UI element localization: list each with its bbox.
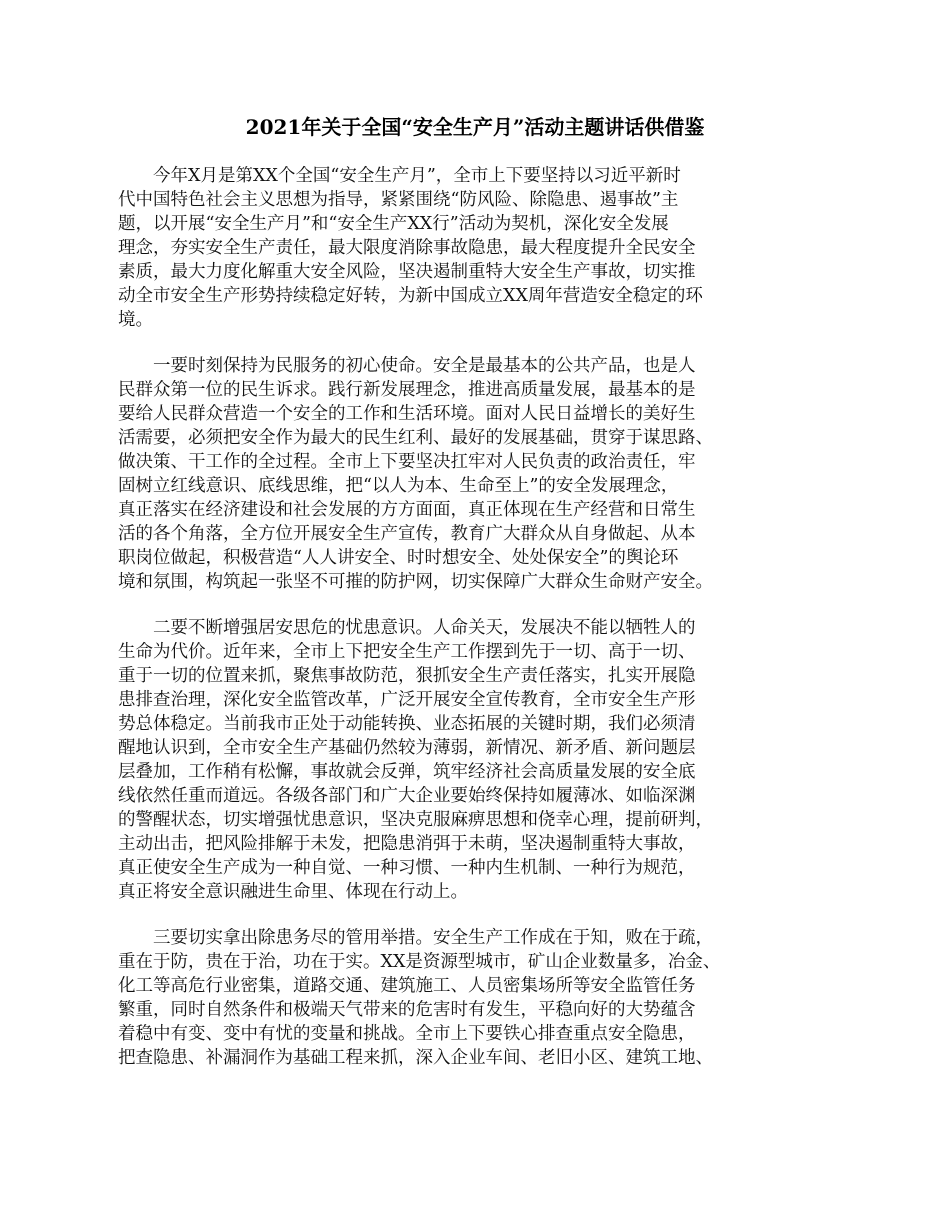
paragraph-line: 理念，夯实安全生产责任，最大限度消除事故隐患，最大程度提升全民安全	[118, 238, 696, 258]
document-body	[118, 164, 858, 1092]
body-paragraph	[118, 616, 858, 904]
paragraph-line: 要给人民群众营造一个安全的工作和生活环境。面对人民日益增长的美好生	[118, 404, 696, 424]
paragraph-line: 三要切实拿出除患务尽的管用举措。安全生产工作成在于知，败在于疏，	[118, 928, 713, 948]
paragraph-line: 重在于防，贵在于治，功在于实。XX是资源型城市，矿山企业数量多，冶金、	[118, 952, 721, 972]
paragraph-line: 动全市安全生产形势持续稳定好转，为新中国成立XX周年营造安全稳定的环	[118, 286, 703, 306]
paragraph-line: 主动出击，把风险排解于未发，把隐患消弭于未萌，坚决遏制重特大事故，	[118, 834, 696, 854]
paragraph-line: 境和氛围，构筑起一张坚不可摧的防护网，切实保障广大群众生命财产安全。	[118, 572, 713, 592]
paragraph-line: 层叠加，工作稍有松懈，事故就会反弹，筑牢经济社会高质量发展的安全底	[118, 762, 696, 782]
paragraph-line: 患排查治理，深化安全监管改革，广泛开展安全宣传教育，全市安全生产形	[118, 690, 696, 710]
paragraph-line: 线依然任重而道远。各级各部门和广大企业要始终保持如履薄冰、如临深渊	[118, 786, 696, 806]
paragraph-line: 把查隐患、补漏洞作为基础工程来抓，深入企业车间、老旧小区、建筑工地、	[118, 1048, 713, 1068]
paragraph-line: 境。	[118, 310, 153, 330]
paragraph-line: 生命为代价。近年来，全市上下把安全生产工作摆到先于一切、高于一切、	[118, 642, 696, 662]
paragraph-line: 做决策、干工作的全过程。全市上下要坚决扛牢对人民负责的政治责任，牢	[118, 452, 696, 472]
paragraph-line: 重于一切的位置来抓，聚焦事故防范，狠抓安全生产责任落实，扎实开展隐	[118, 666, 696, 686]
paragraph-line: 活需要，必须把安全作为最大的民生红利、最好的发展基础，贯穿于谋思路、	[118, 428, 713, 448]
paragraph-line: 题，以开展“安全生产月”和“安全生产XX行”活动为契机，深化安全发展	[118, 214, 669, 234]
body-paragraph	[118, 164, 858, 332]
paragraph-line: 真正将安全意识融进生命里、体现在行动上。	[118, 882, 468, 902]
paragraph-line: 活的各个角落，全方位开展安全生产宣传，教育广大群众从自身做起、从本	[118, 524, 696, 544]
paragraph-line: 势总体稳定。当前我市正处于动能转换、业态拓展的关键时期，我们必须清	[118, 714, 696, 734]
paragraph-line: 真正落实在经济建设和社会发展的方方面面，真正体现在生产经营和日常生	[118, 500, 696, 520]
paragraph-line: 民群众第一位的民生诉求。践行新发展理念，推进高质量发展，最基本的是	[118, 380, 696, 400]
paragraph-line: 一要时刻保持为民服务的初心使命。安全是最基本的公共产品，也是人	[118, 356, 696, 376]
paragraph-line: 代中国特色社会主义思想为指导，紧紧围绕“防风险、除隐患、遏事故”主	[118, 190, 679, 210]
paragraph-line: 化工等高危行业密集，道路交通、建筑施工、人员密集场所等安全监管任务	[118, 976, 696, 996]
document-title: 2021年关于全国“安全生产月”活动主题讲话供借鉴	[245, 115, 705, 139]
paragraph-line: 着稳中有变、变中有忧的变量和挑战。全市上下要铁心排查重点安全隐患，	[118, 1024, 696, 1044]
paragraph-line: 固树立红线意识、底线思维，把“以人为本、生命至上”的安全发展理念，	[118, 476, 679, 496]
paragraph-line: 二要不断增强居安思危的忧患意识。人命关天，发展决不能以牺牲人的	[118, 618, 696, 638]
paragraph-line: 繁重，同时自然条件和极端天气带来的危害时有发生，平稳向好的大势蕴含	[118, 1000, 696, 1020]
paragraph-line: 今年X月是第XX个全国“安全生产月”，全市上下要坚持以习近平新时	[118, 166, 681, 186]
paragraph-line: 真正使安全生产成为一种自觉、一种习惯、一种内生机制、一种行为规范，	[118, 858, 696, 878]
paragraph-line: 的警醒状态，切实增强忧患意识，坚决克服麻痹思想和侥幸心理，提前研判，	[118, 810, 713, 830]
body-paragraph	[118, 926, 858, 1070]
paragraph-line: 素质，最大力度化解重大安全风险，坚决遏制重特大安全生产事故，切实推	[118, 262, 696, 282]
paragraph-line: 醒地认识到，全市安全生产基础仍然较为薄弱，新情况、新矛盾、新问题层	[118, 738, 696, 758]
paragraph-line: 职岗位做起，积极营造“人人讲安全、时时想安全、处处保安全”的舆论环	[118, 548, 679, 568]
body-paragraph	[118, 354, 858, 594]
